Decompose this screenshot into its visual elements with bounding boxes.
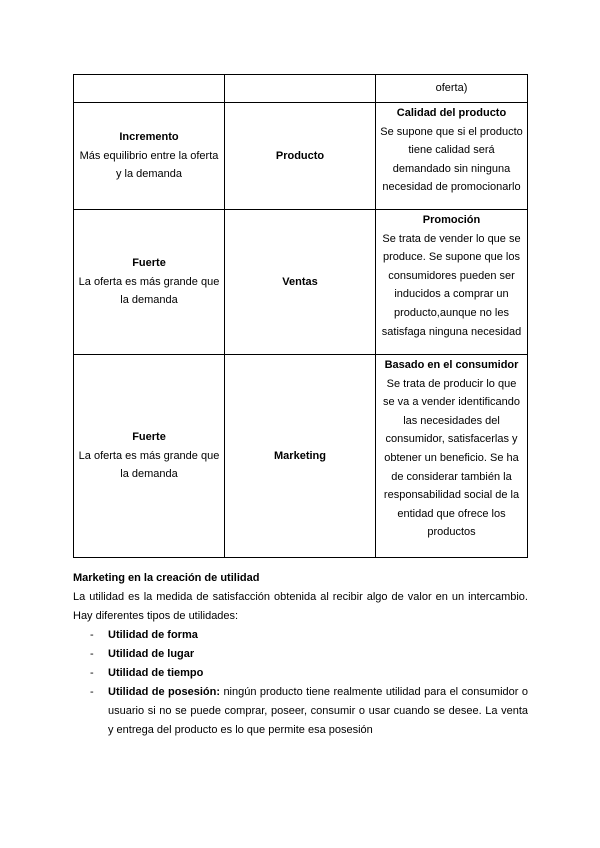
bullet-dash: -	[90, 667, 94, 679]
orientation-description: Se trata de producir lo que se va a vender identificando las necesidades del consumidor, satisfacerlas y obtener un beneficio. Se ha de considerar también la responsabilidad social de la entidad que ofrece los productos	[383, 377, 520, 539]
orientation-title: Calidad del producto	[396, 107, 507, 119]
demand-description: La oferta es más grande que la demanda	[78, 449, 220, 481]
bullet-dash: -	[90, 629, 94, 641]
utility-name: Utilidad de forma	[108, 629, 198, 641]
demand-title: Fuerte	[132, 431, 166, 444]
utility-section	[73, 569, 528, 740]
section-paragraph: La utilidad es la medida de satisfacción obtenida al recibir algo de valor en un intercambio. Hay diferentes tipos de utilidades:	[73, 591, 528, 622]
orientation-description: Se supone que si el producto tiene calidad será demandado sin ninguna necesidad de promocionarlo	[380, 125, 523, 194]
orientation-title: Promoción	[422, 214, 481, 226]
utility-name: Utilidad de tiempo	[108, 667, 204, 679]
demand-description: Más equilibrio entre la oferta y la demanda	[79, 149, 219, 181]
table-cell-stage	[225, 103, 376, 210]
list-item	[73, 664, 528, 683]
table-cell-fragment	[376, 75, 528, 103]
marketing-evolution-table	[73, 74, 528, 558]
list-item	[73, 645, 528, 664]
stage-label: Ventas	[282, 275, 318, 288]
list-item	[73, 626, 528, 645]
table-cell-stage	[225, 355, 376, 558]
utility-name: Utilidad de posesión:	[108, 686, 220, 698]
table-cell-demand	[74, 355, 225, 558]
table-cell-orientation	[376, 355, 528, 558]
orientation-description: Se trata de vender lo que se produce. Se supone que los consumidores pueden ser inducidos a comprar un producto,aunque no les satisfaga ninguna necesidad	[381, 232, 522, 338]
table-cell-orientation	[376, 103, 528, 210]
table-cell-stage	[225, 210, 376, 355]
demand-title: Fuerte	[132, 257, 166, 270]
table-cell-demand	[74, 103, 225, 210]
section-heading: Marketing en la creación de utilidad	[73, 572, 260, 584]
list-item	[73, 683, 528, 740]
demand-description: La oferta es más grande que la demanda	[78, 275, 220, 307]
bullet-dash: -	[90, 648, 94, 660]
bullet-dash: -	[90, 686, 94, 698]
table-cell-empty-1	[74, 75, 225, 103]
table-cell-demand	[74, 210, 225, 355]
table-cell-orientation	[376, 210, 528, 355]
utility-description: ningún producto tiene realmente utilidad para el consumidor o usuario si no se puede comprar, poseer, consumir o usar cuando se desee. La venta y entrega del producto es lo que permite esa posesión	[108, 686, 528, 736]
continued-text: oferta)	[435, 82, 468, 95]
table-row	[74, 210, 528, 355]
table-row	[74, 355, 528, 558]
utility-name: Utilidad de lugar	[108, 648, 195, 660]
utility-list	[73, 626, 528, 740]
orientation-title: Basado en el consumidor	[384, 359, 519, 371]
table-row	[74, 103, 528, 210]
table-row-top	[74, 75, 528, 103]
table-cell-empty-2	[225, 75, 376, 103]
stage-label: Marketing	[274, 449, 326, 462]
demand-title: Incremento	[119, 131, 179, 144]
stage-label: Producto	[275, 149, 325, 162]
